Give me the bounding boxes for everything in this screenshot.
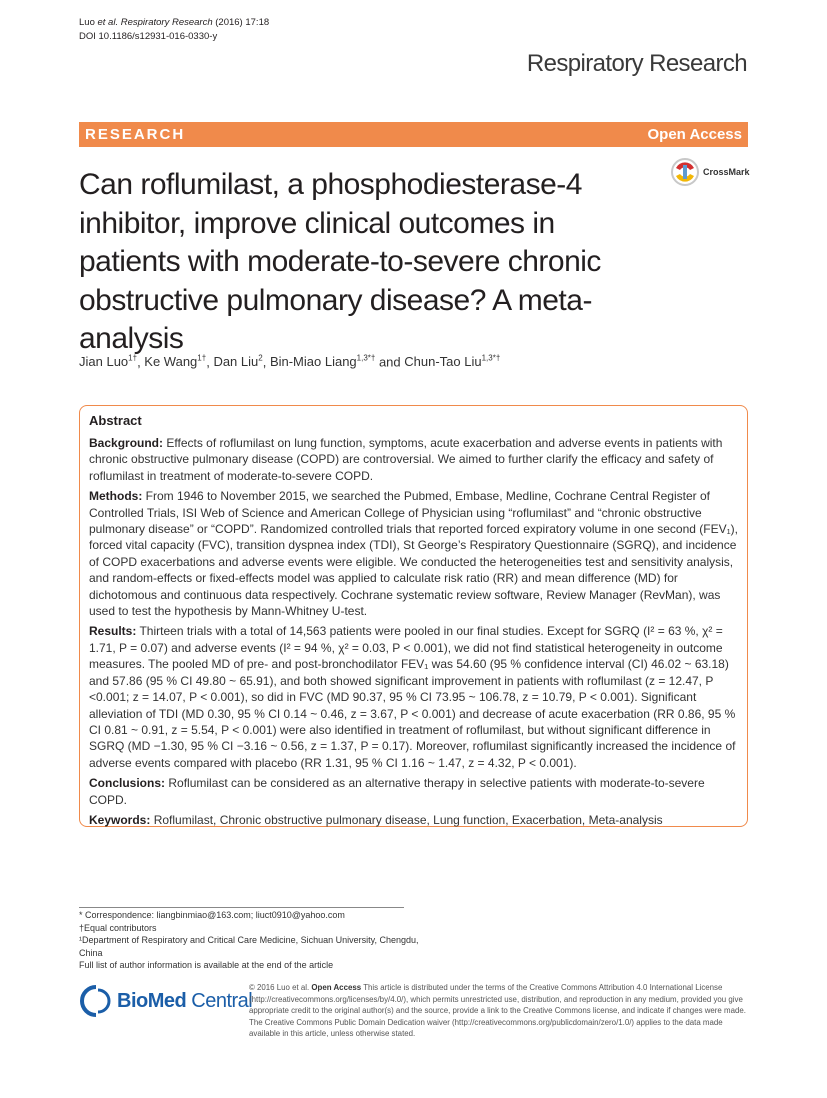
citation-authors: Luo — [79, 17, 98, 28]
doi[interactable]: DOI 10.1186/s12931-016-0330-y — [79, 31, 218, 42]
article-type-label: RESEARCH — [85, 126, 186, 143]
citation-journal: Respiratory Research — [120, 17, 213, 28]
author[interactable]: Ke Wang$^{1\dagger}$ — [144, 354, 207, 370]
footnote-divider — [79, 907, 404, 908]
article-type-banner — [79, 122, 748, 147]
abstract-keywords — [89, 812, 738, 828]
publisher-logo[interactable] — [79, 984, 252, 1018]
affiliation-note: ¹Department of Respiratory and Critical Care Medicine, Sichuan University, Chengdu, China — [79, 935, 419, 958]
section-label: Conclusions: — [89, 776, 166, 791]
journal-name: Respiratory Research — [526, 50, 747, 77]
author-list: Jian Luo$^{1\dagger}$, Ke Wang$^{1\dagger}$, Dan Liu$^2$, Bin-Miao Liang$^{1,3*\dagger}$ and Chun-Tao Liu$^{1,3*\dagger}$ — [79, 354, 501, 370]
author[interactable]: Jian Luo$^{1\dagger}$ — [79, 354, 138, 370]
author[interactable]: Bin-Miao Liang$^{1,3*\dagger}$ — [269, 354, 376, 370]
citation-rest: (2016) 17:18 — [212, 17, 270, 28]
crossmark-label: CrossMark — [703, 167, 750, 177]
crossmark-badge[interactable] — [670, 157, 750, 187]
abstract-results — [89, 623, 738, 771]
section-label: Background: — [89, 436, 164, 450]
author[interactable]: Chun-Tao Liu$^{1,3*\dagger}$ — [404, 354, 501, 370]
abstract-methods — [89, 488, 738, 619]
license-text: This article is distributed under the terms of the Creative Commons Attribution 4.0 International License (http://creativecommons.org/licenses/by/4.0/), which permits unrestricted use, distribution, and reproduction in any medium, provided you give appropriate credit to the original author(s) and the source, provide a link to the Creative Commons license, and indicate if changes were made. The Creative Commons Public Domain Dedication waiver (http://creativecommons.org/publicdomain/zero/1.0/) applies to the data made available in this article, unless otherwise stated. — [249, 983, 746, 1038]
section-label: Methods: — [89, 489, 143, 504]
author[interactable]: Dan Liu$^2$ — [213, 354, 263, 370]
abstract-background — [89, 435, 738, 484]
section-text: Roflumilast can be considered as an alternative therapy in selective patients with moderate-to-severe COPD. — [89, 776, 705, 807]
license-statement — [249, 982, 749, 1040]
citation-etal: et al. — [97, 17, 119, 28]
abstract-conclusions — [89, 775, 738, 808]
section-label: Keywords: — [89, 812, 151, 827]
biomed-central-logo-icon — [79, 984, 113, 1018]
section-text: From 1946 to November 2015, we searched the Pubmed, Embase, Medline, Cochrane Central Register of Controlled Trials, ISI Web of Science and American College of Physician using “roflumilast” and “chronic obstructive pulmonary disease” or “COPD”. Randomized controlled trials that reported forced expiratory volume in one second (FEV₁), forced vital capacity (FVC), transition dyspnea index (TDI), St George’s Respiratory Questionnaire (SGRQ), and incidence of COPD exacerbations and adverse events were eligible. We conducted the heterogeneities test and sensitivity analysis, and random-effects or fixed-effects model was applied to calculate risk ratio (RR) and mean difference (MD) for dichotomous and continuous data respectively. Cochrane systematic review software, Review Manager (RevMan), was used to test the hypothesis by Mann-Whitney U-test. — [89, 489, 739, 619]
section-text: Effects of roflumilast on lung function, symptoms, acute exacerbation and adverse events in patients with chronic obstructive pulmonary disease (COPD) are controversial. We aimed to further clarify the efficacy and safety of roflumilast in treatment of moderate-to-severe COPD. — [89, 436, 723, 483]
article-title: Can roflumilast, a phosphodiesterase-4 inhibitor, improve clinical outcomes in patients with moderate-to-severe chronic obstructive pulmonary disease? A meta-analysis — [79, 168, 601, 355]
footnotes — [79, 909, 419, 972]
open-access-label: Open Access — [647, 126, 742, 143]
section-label: Results: — [89, 624, 137, 639]
section-text: Thirteen trials with a total of 14,563 patients were pooled in our final studies. Except for SGRQ (I² = 63 %, χ² = 1.71, P = 0.07) and adverse events (I² = 94 %, χ² = 0.03, P < 0.001), we did not find statistical heterogeneity in outcome measures. The pooled MD of pre- and post-bronchodilator FEV₁ was 54.60 (95 % confidence interval (CI) 46.02 ~ 63.18) and 57.86 (95 % CI 49.80 ~ 65.91), and both showed significant improvement in patients with roflumilast (z = 12.47, P <0.001; z = 14.07, P < 0.001), so did in FVC (MD 90.37, 95 % CI 73.95 ~ 106.78, z = 10.79, P < 0.001). Significant alleviation of TDI (MD 0.30, 95 % CI 0.14 ~ 0.46, z = 3.67, P < 0.001) and decrease of acute exacerbation (RR 0.86, 95 % CI 0.81 ~ 0.91, z = 5.54, P < 0.001) were also identified in treatment of roflumilast, but without significant difference in SGRQ (MD −1.30, 95 % CI −3.16 ~ 0.56, z = 1.37, P = 0.17). Moreover, roflumilast significantly increased the incidence of adverse events compared with placebo (RR 1.31, 95 % CI 1.16 ~ 1.47, z = 4.32, P < 0.001). — [89, 624, 736, 770]
section-text: Roflumilast, Chronic obstructive pulmonary disease, Lung function, Exacerbation, Meta-analysis — [153, 812, 663, 827]
equal-contributors-note: †Equal contributors — [79, 922, 157, 933]
author-info-note: Full list of author information is available at the end of the article — [79, 960, 334, 971]
open-access-inline: Open Access — [311, 983, 362, 992]
crossmark-icon — [670, 157, 700, 187]
correspondence-note[interactable]: * Correspondence: liangbinmiao@163.com; liuct0910@yahoo.com — [79, 910, 345, 920]
citation-block — [79, 16, 269, 44]
copyright: © 2016 Luo et al. — [249, 983, 312, 992]
publisher-name: BioMed Central — [117, 989, 253, 1012]
abstract-box — [79, 405, 748, 827]
abstract-heading: Abstract — [89, 413, 142, 428]
citation-line — [79, 16, 269, 30]
